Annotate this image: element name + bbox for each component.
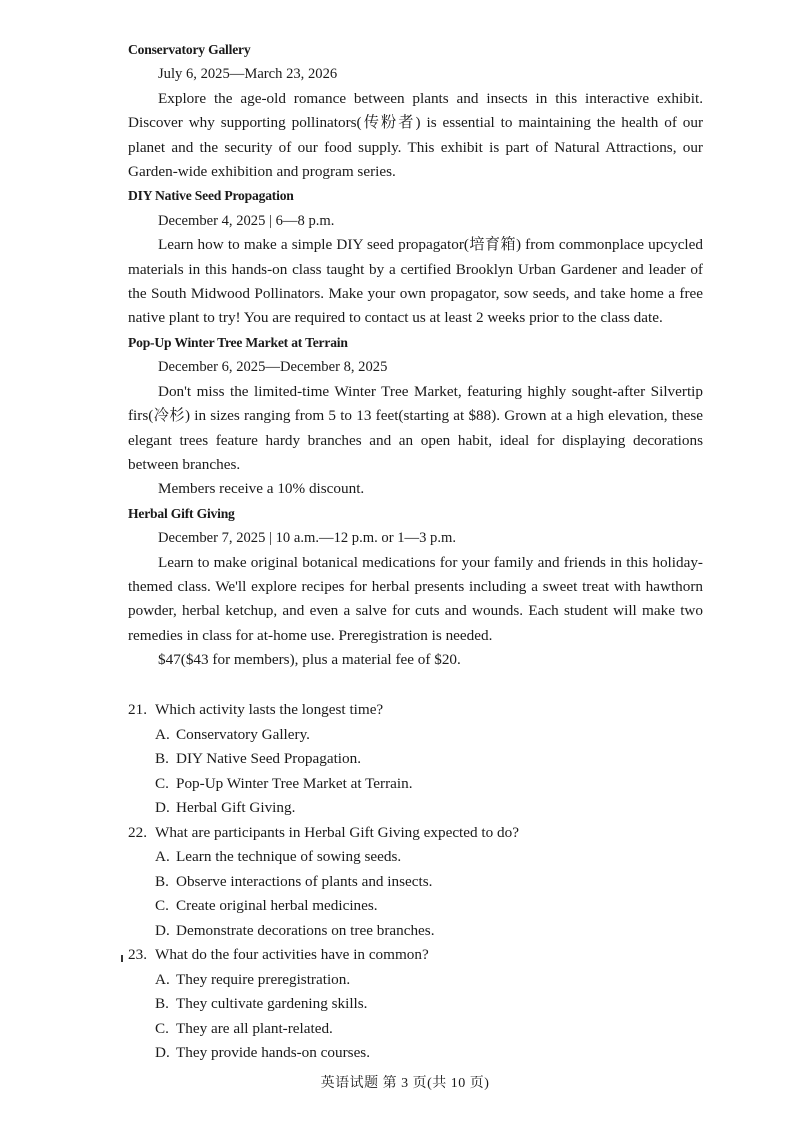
option-b[interactable] — [128, 870, 703, 895]
option-letter: D. — [155, 1044, 170, 1061]
option-text: Learn the technique of sowing seeds. — [176, 848, 402, 865]
option-d[interactable] — [128, 919, 703, 944]
question-list — [128, 698, 703, 1066]
section-title: DIY Native Seed Propagation — [128, 188, 294, 204]
section-price: $47($43 for members), plus a material fee of $20. — [158, 651, 461, 669]
section-winter-tree-market — [128, 331, 703, 502]
option-c[interactable] — [128, 1017, 703, 1042]
option-letter: C. — [155, 1019, 169, 1037]
option-letter: B. — [155, 750, 169, 767]
option-a[interactable] — [128, 723, 703, 748]
section-title: Pop-Up Winter Tree Market at Terrain — [128, 334, 348, 350]
section-conservatory-gallery — [128, 38, 703, 184]
page-footer: 英语试题 第 3 页(共 10 页) — [320, 1076, 490, 1091]
question-23 — [128, 943, 703, 1066]
option-letter: A. — [155, 970, 170, 988]
question-21 — [128, 698, 703, 821]
question-stem: What are participants in Herbal Gift Giving expected to do? — [155, 823, 519, 841]
question-number: 23. — [128, 946, 147, 963]
question-number: 21. — [128, 701, 147, 718]
section-title: Herbal Gift Giving — [128, 505, 235, 521]
section-herbal-gift-giving — [128, 502, 703, 673]
question-stem: What do the four activities have in common? — [155, 946, 429, 963]
option-letter: A. — [155, 725, 170, 743]
option-letter: A. — [155, 848, 170, 865]
option-d[interactable] — [128, 1041, 703, 1066]
option-letter: B. — [155, 995, 169, 1012]
option-letter: B. — [155, 872, 169, 890]
section-paragraph: Explore the age-old romance between plants and insects in this interactive exhibit. Discover why supporting pollinators(传粉者) is essential to maintaining the health of our planet and the security of our food supply. This exhibit is part of Natural Attractions, our Garden-wide exhibition and program series. — [128, 89, 703, 181]
option-b[interactable] — [128, 992, 703, 1017]
option-text: Pop-Up Winter Tree Market at Terrain. — [176, 774, 413, 792]
option-a[interactable] — [128, 968, 703, 993]
option-b[interactable] — [128, 747, 703, 772]
option-text: Demonstrate decorations on tree branches. — [176, 921, 435, 939]
option-d[interactable] — [128, 796, 703, 821]
section-title: Conservatory Gallery — [128, 42, 251, 57]
option-letter: C. — [155, 897, 169, 914]
option-c[interactable] — [128, 894, 703, 919]
section-paragraph: Don't miss the limited-time Winter Tree Market, featuring highly sought-after Silvertip firs(冷杉) in sizes ranging from 5 to 13 feet(starting at $88). Grown at a high elevation, these elegant trees feature hardy branches and an open habit, ideal for displaying decorations between branches. — [128, 382, 703, 473]
option-letter: D. — [155, 799, 170, 816]
option-text: Conservatory Gallery. — [176, 725, 310, 743]
section-paragraph: Learn to make original botanical medications for your family and friends in this holiday-themed class. We'll explore recipes for herbal presents including a sweet treat with hawthorn powder, herbal ketchup, and even a salve for cuts and wounds. Each student will make two remedies in class for at-home use. Preregistration is needed. — [128, 553, 703, 644]
option-text: DIY Native Seed Propagation. — [176, 750, 362, 767]
section-date: December 7, 2025 | 10 a.m.—12 p.m. or 1—3 p.m. — [158, 530, 456, 547]
option-text: Herbal Gift Giving. — [176, 799, 296, 816]
scan-mark — [121, 955, 123, 962]
option-text: Create original herbal medicines. — [176, 897, 378, 914]
section-paragraph: Learn how to make a simple DIY seed propagator(培育箱) from commonplace upcycled materials in this hands-on class taught by a certified Brooklyn Urban Gardener and leader of the South Midwood Pollinators. Make your own propagator, sow seeds, and take home a free native plant to try! You are required to contact us at least 2 weeks prior to the class date. — [128, 236, 703, 327]
section-diy-native-seed-propagation — [128, 184, 703, 330]
option-text: They provide hands-on courses. — [176, 1044, 371, 1061]
section-date: December 4, 2025 | 6—8 p.m. — [158, 212, 335, 229]
section-date: July 6, 2025—March 23, 2026 — [158, 66, 338, 83]
question-stem: Which activity lasts the longest time? — [155, 701, 384, 718]
question-22 — [128, 821, 703, 944]
section-date: December 6, 2025—December 8, 2025 — [158, 359, 388, 376]
option-text: They require preregistration. — [176, 970, 351, 988]
section-note: Members receive a 10% discount. — [158, 480, 365, 498]
option-letter: D. — [155, 921, 170, 939]
option-a[interactable] — [128, 845, 703, 870]
option-c[interactable] — [128, 772, 703, 797]
option-letter: C. — [155, 774, 169, 792]
option-text: Observe interactions of plants and insects. — [176, 872, 433, 890]
option-text: They cultivate gardening skills. — [176, 995, 368, 1012]
reading-passage — [128, 38, 703, 673]
option-text: They are all plant-related. — [176, 1019, 333, 1037]
question-number: 22. — [128, 823, 147, 841]
